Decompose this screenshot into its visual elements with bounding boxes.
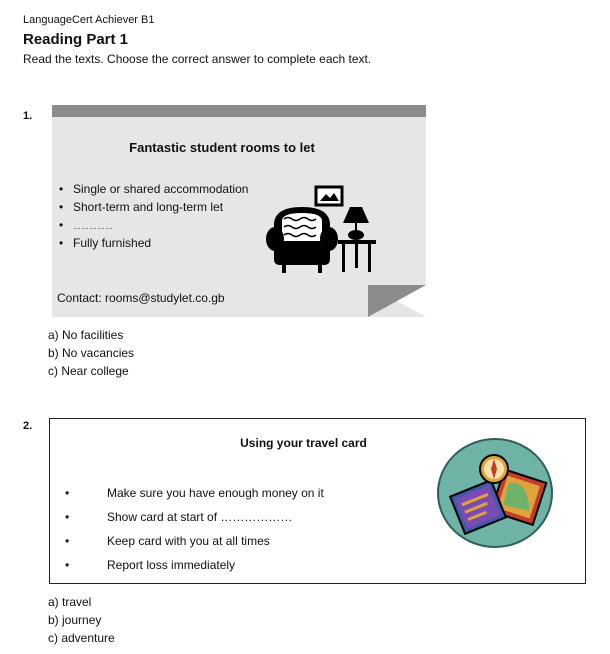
notice-top-bar — [52, 105, 426, 117]
list-item: • Single or shared accommodation — [59, 180, 248, 198]
question-2-number: 2. — [23, 420, 33, 432]
list-item: • Show card at start of ……………… — [65, 510, 293, 524]
option-a[interactable]: a) travel — [48, 595, 92, 609]
option-c[interactable]: c) Near college — [48, 364, 129, 378]
list-item: • Make sure you have enough money on it — [65, 486, 324, 500]
armchair-lamp-picture-icon — [266, 185, 382, 275]
contact-line: Contact: rooms@studylet.co.gb — [57, 291, 225, 305]
question-2-notice-title: Using your travel card — [240, 436, 367, 450]
option-b[interactable]: b) No vacancies — [48, 346, 135, 360]
option-a[interactable]: a) No facilities — [48, 328, 124, 342]
question-1-notice — [52, 105, 426, 317]
instructions: Read the texts. Choose the correct answer to complete each text. — [23, 52, 372, 66]
option-b[interactable]: b) journey — [48, 613, 102, 627]
question-2-bullet-list — [65, 481, 324, 577]
list-item — [59, 216, 248, 234]
travel-maps-compass-icon — [436, 437, 554, 549]
question-2-options — [48, 593, 115, 647]
part-title: Reading Part 1 — [23, 31, 129, 48]
question-1-number: 1. — [23, 110, 33, 122]
question-1-options — [48, 326, 134, 380]
exam-name: LanguageCert Achiever B1 — [23, 14, 155, 26]
question-2-notice — [49, 418, 586, 584]
question-1-bullet-list — [59, 180, 248, 252]
page-curl-icon — [368, 285, 426, 317]
gap-placeholder: …………… — [73, 222, 113, 231]
list-item: • Report loss immediately — [65, 558, 236, 572]
question-1-notice-title: Fantastic student rooms to let — [129, 140, 315, 155]
option-c[interactable]: c) adventure — [48, 631, 115, 645]
list-item: • Keep card with you at all times — [65, 534, 270, 548]
list-item: • Short-term and long-term let — [59, 198, 248, 216]
list-item: • Fully furnished — [59, 234, 248, 252]
